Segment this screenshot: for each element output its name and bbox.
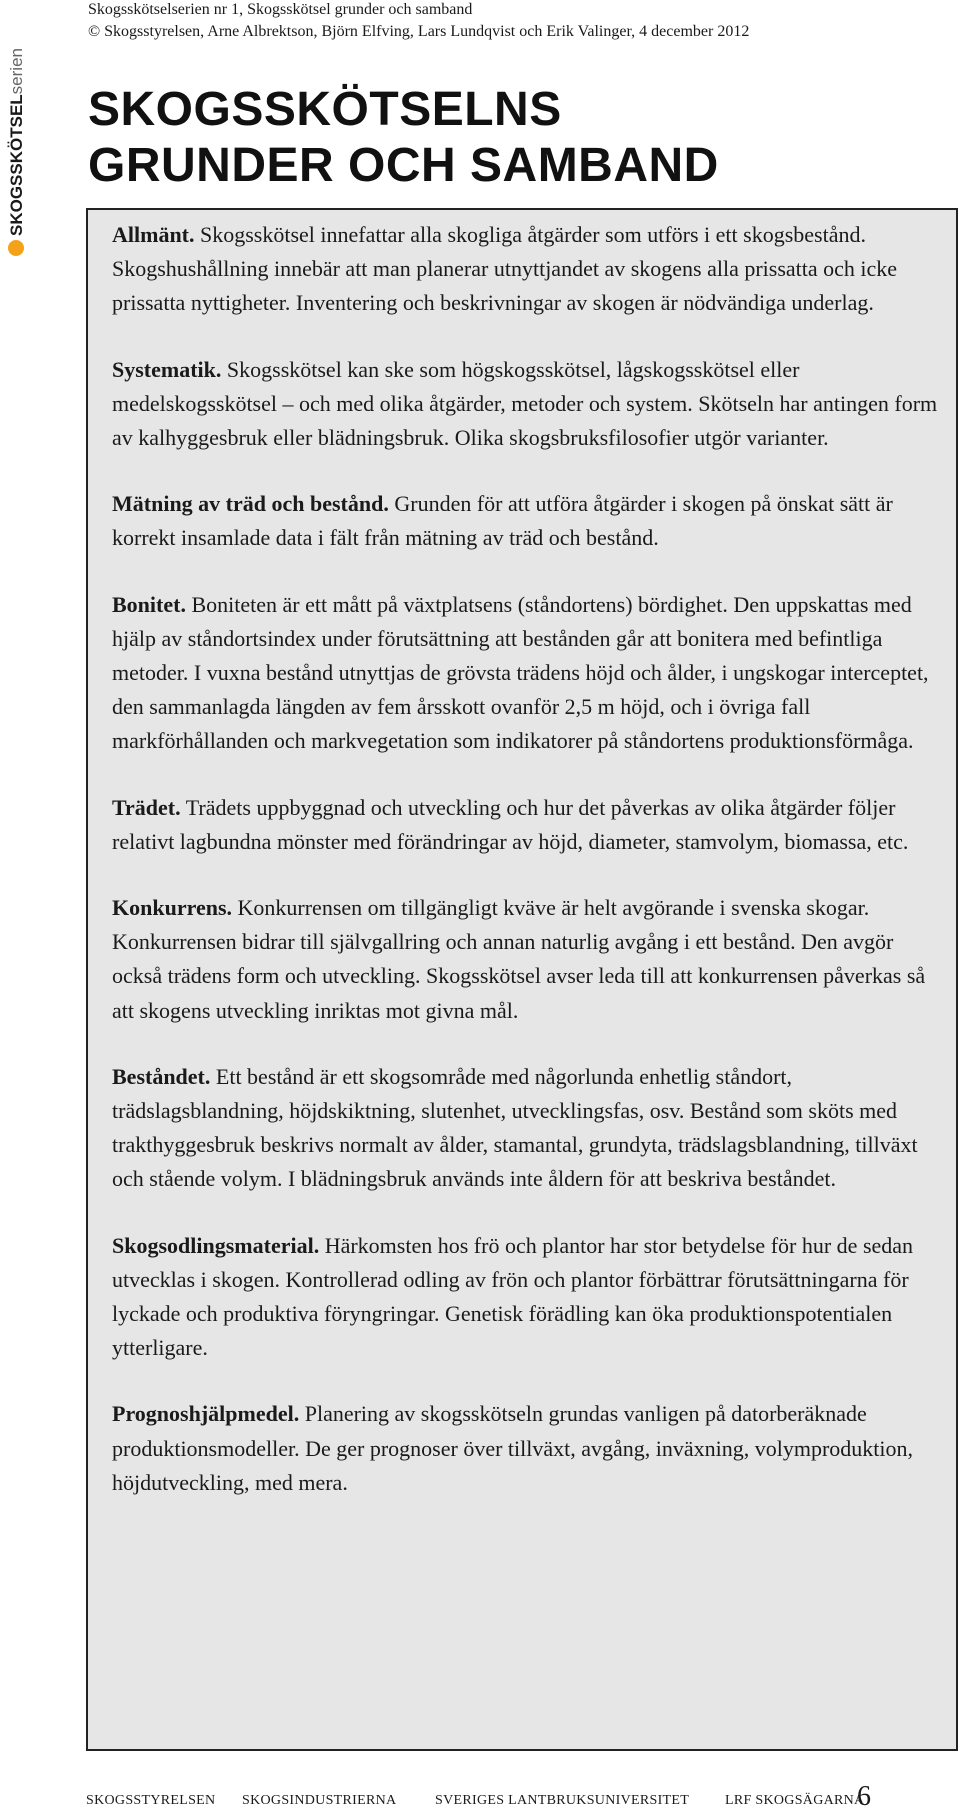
section-text: Skogsskötsel innefattar alla skogliga åtgärder som utförs i ett skogsbestånd. Skogshushållning innebär att man planerar utnyttjandet av skogens alla prissatta och icke prissatta nyttigheter. Inventering och beskrivningar av skogen är nödvändiga underlag. <box>112 222 898 316</box>
section-heading: Skogsodlingsmaterial. <box>112 1232 320 1258</box>
section-text: Trädets uppbyggnad och utveckling och hur det påverkas av olika åtgärder följer relativt lagbundna mönster med förändringar av höjd, diameter, stamvolym, biomassa, etc. <box>112 794 909 854</box>
page-title <box>88 82 719 194</box>
paragraph-allmant <box>112 218 942 321</box>
copyright-line: © Skogsstyrelsen, Arne Albrektson, Björn Elfving, Lars Lundqvist och Erik Valinger, 4 december 2012 <box>88 23 750 40</box>
section-heading: Allmänt. <box>112 222 195 247</box>
paragraph-bestandet <box>112 1060 942 1197</box>
section-heading: Prognoshjälpmedel. <box>112 1401 300 1427</box>
content-box <box>86 208 958 1751</box>
section-text: Boniteten är ett mått på växtplatsens (ståndortens) bördighet. Den uppskattas med hjälp av ståndortsindex under förutsättning att bestånden går att bonitera med befintliga metoder. I vuxna bestånd utnyttjas de grövsta trädens höjd och ålder, i ungskogar interceptet, den sammanlagda längden av fem årsskott ovanför 2,5 m höjd, och i övriga fall markförhållanden och markvegetation som indikatorer på ståndortens produktionsförmåga. <box>112 591 929 754</box>
paragraph-skogsodlingsmaterial <box>112 1229 942 1366</box>
logo-text-light: serien <box>7 48 26 95</box>
page-number: 6 <box>857 1781 871 1812</box>
section-text: Ett bestånd är ett skogsområde med någorlunda enhetlig ståndort, trädslagsblandning, höjdskiktning, slutenhet, utvecklingsfas, osv. Bestånd som sköts med trakthyggesbruk beskrivs normalt av ålder, stamantal, grundyta, trädslagsblandning, tillväxt och stående volym. I blädningsbruk används inte åldern för att beskriva beståndet. <box>112 1063 918 1192</box>
section-text: Grunden för att utföra åtgärder i skogen på önskat sätt är korrekt insamlade data i fält från mätning av träd och bestånd. <box>112 491 893 551</box>
section-heading: Systematik. <box>112 356 222 382</box>
series-line: Skogsskötselserien nr 1, Skogsskötsel grunder och samband <box>88 1 473 18</box>
section-heading: Mätning av träd och bestånd. <box>112 491 389 517</box>
svg-text:SKOGSSKÖTSELserien <box>7 48 26 236</box>
section-heading: Trädet. <box>112 794 181 820</box>
footer-org-skogsstyrelsen: SKOGSSTYRELSEN <box>86 1793 216 1808</box>
title-line-2: GRUNDER OCH SAMBAND <box>88 139 719 192</box>
logo-leaf-icon <box>8 240 24 256</box>
section-heading: Bonitet. <box>112 591 186 617</box>
section-heading: Konkurrens. <box>112 895 233 921</box>
paragraph-tradet <box>112 791 942 859</box>
paragraph-matning <box>112 487 942 555</box>
paragraph-konkurrens <box>112 891 942 1028</box>
paragraph-prognoshjalpmedel <box>112 1397 942 1500</box>
series-logo <box>2 40 28 260</box>
page-footer <box>86 1791 958 1811</box>
footer-org-lrf: LRF SKOGSÄGARNA <box>725 1793 865 1808</box>
footer-org-slu: SVERIGES LANTBRUKSUNIVERSITET <box>435 1793 690 1808</box>
section-text: Härkomsten hos frö och plantor har stor betydelse för hur de sedan utvecklas i skogen. Kontrollerad odling av frön och plantor förbättrar förutsättningarna för lyckade och produktiva föryngringar. Genetisk förädling kan öka produktionspotentialen ytterligare. <box>112 1232 914 1361</box>
section-heading: Beståndet. <box>112 1063 211 1089</box>
section-text: Skogsskötsel kan ske som högskogsskötsel, lågskogsskötsel eller medelskogsskötsel – och med olika åtgärder, metoder och system. Skötseln har antingen form av kalhyggesbruk eller blädningsbruk. Olika skogsbruksfilosofier utgör varianter. <box>112 356 938 451</box>
paragraph-systematik <box>112 353 942 456</box>
footer-org-skogsindustrierna: SKOGSINDUSTRIERNA <box>242 1793 397 1808</box>
section-text: Planering av skogsskötseln grundas vanligen på datorberäknade produktionsmodeller. De ger prognoser över tillväxt, avgång, inväxning, volymproduktion, höjdutveckling, med mera. <box>112 1401 914 1495</box>
title-line-1: SKOGSSKÖTSELNS <box>88 83 562 136</box>
paragraph-bonitet <box>112 588 942 759</box>
logo-text-bold: SKOGSSKÖTSEL <box>7 94 26 236</box>
section-text: Konkurrensen om tillgängligt kväve är helt avgörande i svenska skogar. Konkurrensen bidrar till självgallring och annan naturlig avgång i ett bestånd. Den avgör också trädens form och utveckling. Skogsskötsel avser leda till att konkurrensen påverkas så att skogens utveckling inriktas mot givna mål. <box>112 895 926 1023</box>
